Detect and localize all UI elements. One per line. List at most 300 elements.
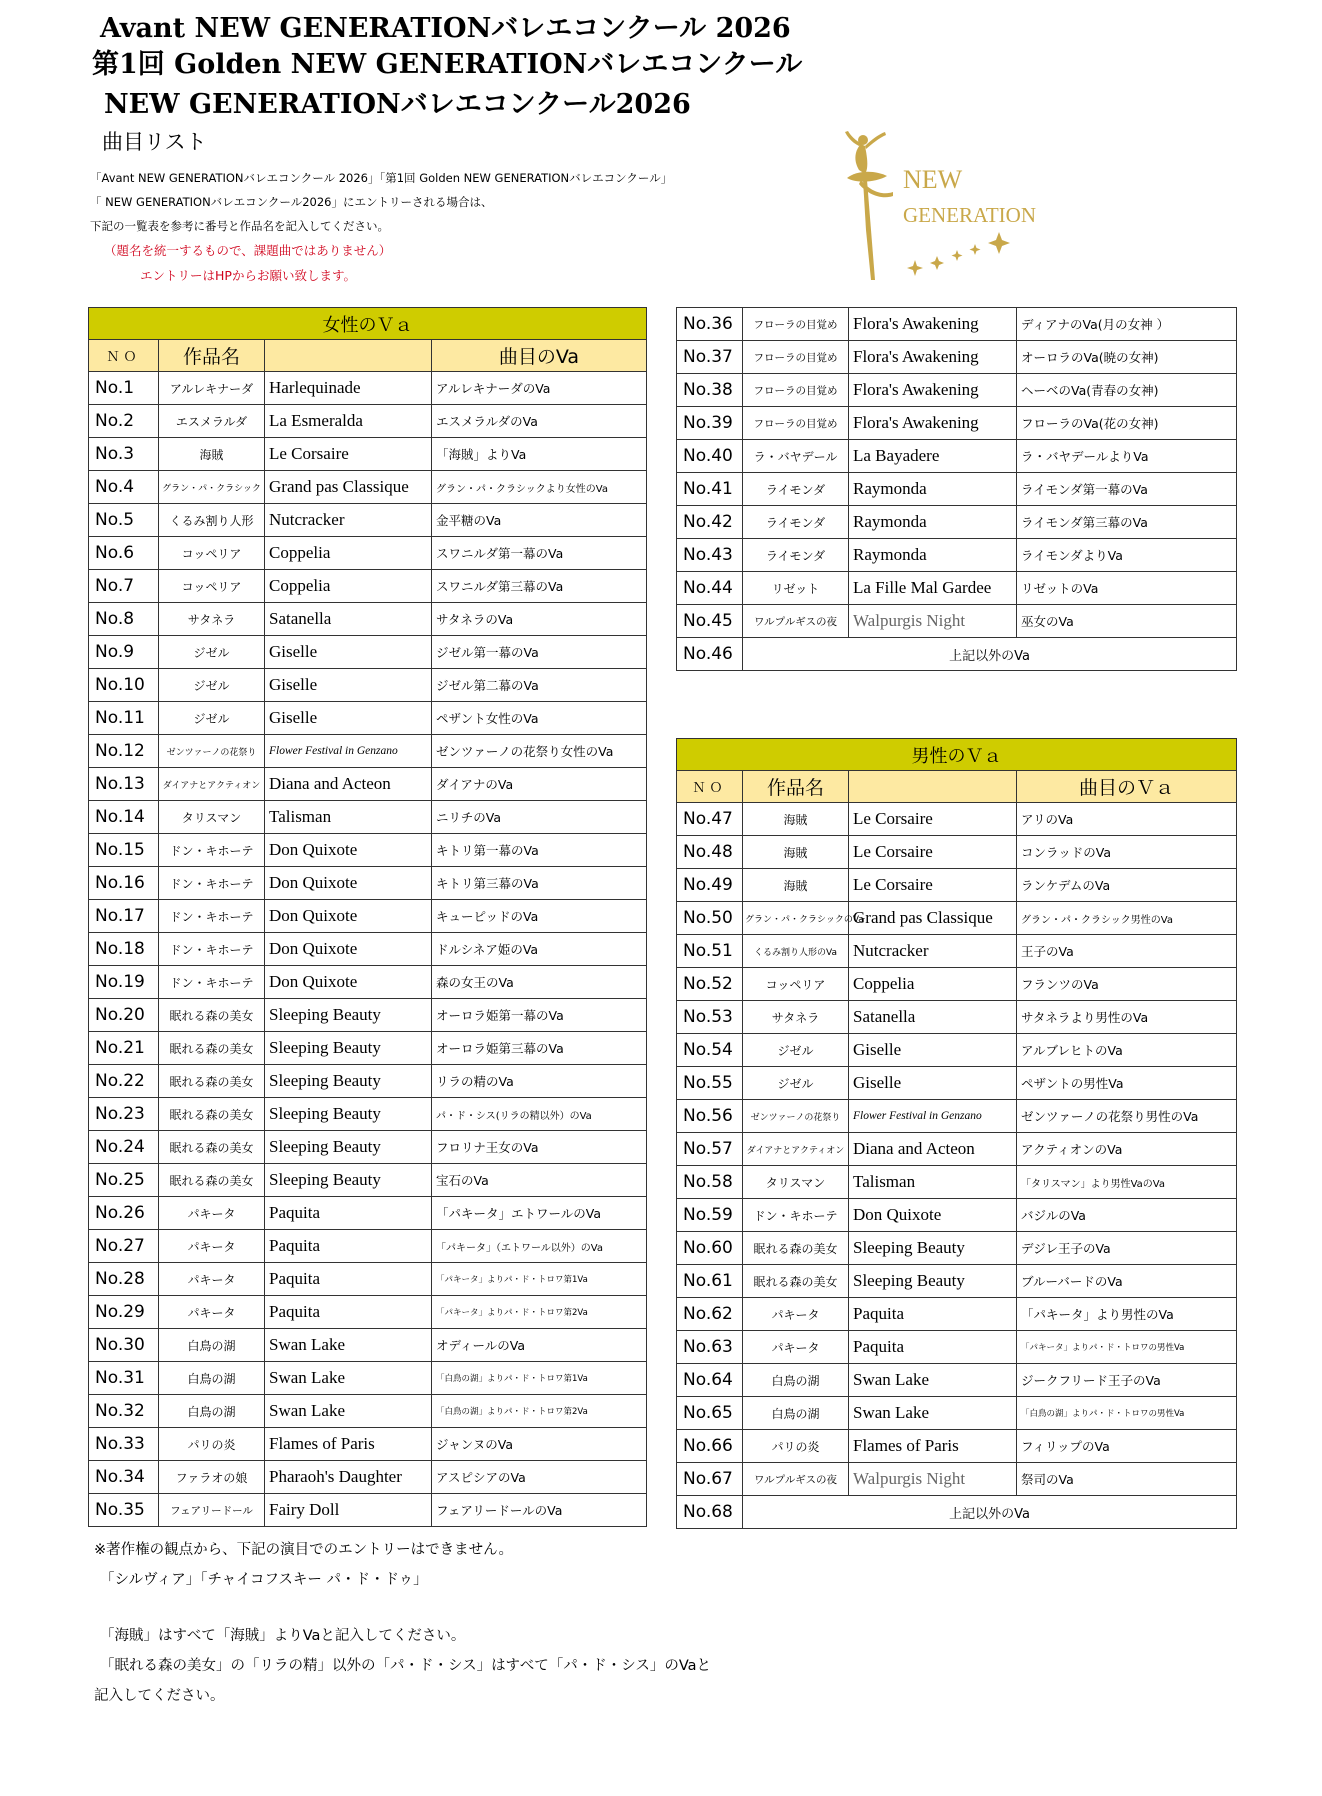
table-row — [677, 1364, 1237, 1397]
variation-name: 宝石のVa — [432, 1164, 647, 1197]
entry-number: No.54 — [677, 1034, 743, 1067]
entry-number: No.46 — [677, 638, 743, 671]
table-row — [89, 867, 647, 900]
variation-name: オーロラのVa(暁の女神) — [1017, 341, 1237, 374]
work-name-en: Paquita — [849, 1331, 1017, 1364]
logo-text-new: NEW — [903, 165, 963, 194]
table-row — [677, 1166, 1237, 1199]
table-row — [89, 1230, 647, 1263]
table-row — [89, 1131, 647, 1164]
table-row — [677, 407, 1237, 440]
variation-name: パ・ド・シス(リラの精以外）のVa — [432, 1098, 647, 1131]
entry-number: No.18 — [89, 933, 159, 966]
entry-number: No.60 — [677, 1232, 743, 1265]
work-name-en: Flower Festival in Genzano — [265, 735, 432, 768]
work-name-en: Coppelia — [265, 537, 432, 570]
entry-number: No.57 — [677, 1133, 743, 1166]
variation-name: サタネラより男性のVa — [1017, 1001, 1237, 1034]
entry-number: No.55 — [677, 1067, 743, 1100]
logo-text-generation: GENERATION — [903, 203, 1036, 227]
variation-name: オーロラ姫第一幕のVa — [432, 999, 647, 1032]
entry-number: No.25 — [89, 1164, 159, 1197]
work-name-en: Swan Lake — [849, 1364, 1017, 1397]
work-name-ja: くるみ割り人形 — [159, 504, 265, 537]
table-row-other — [677, 638, 1237, 671]
intro-disclaimer: （題名を統一するもので、課題曲ではありません） — [104, 243, 392, 258]
entry-number: No.32 — [89, 1395, 159, 1428]
variation-name: フランツのVa — [1017, 968, 1237, 1001]
work-name-en: Sleeping Beauty — [265, 1164, 432, 1197]
table-row-other — [677, 1496, 1237, 1529]
entry-number: No.1 — [89, 372, 159, 405]
table-row — [677, 605, 1237, 638]
ballerina-icon — [845, 131, 893, 280]
work-name-en: La Bayadere — [849, 440, 1017, 473]
work-name-ja: 眠れる森の美女 — [159, 1065, 265, 1098]
col-no-header: ＮＯ — [677, 771, 743, 803]
work-name-ja: ラ・バヤデール — [743, 440, 849, 473]
new-generation-logo — [845, 130, 1055, 290]
table-row — [89, 735, 647, 768]
work-name-ja: 海賊 — [159, 438, 265, 471]
work-name-en: Fairy Doll — [265, 1494, 432, 1527]
variation-name: ドルシネア姫のVa — [432, 933, 647, 966]
work-name-ja: 眠れる森の美女 — [159, 1098, 265, 1131]
table-row — [677, 1034, 1237, 1067]
table-row — [89, 1032, 647, 1065]
work-name-ja: ライモンダ — [743, 473, 849, 506]
intro-line-3: 下記の一覧表を参考に番号と作品名を記入してください。 — [90, 219, 389, 233]
variation-name: ペザント女性のVa — [432, 702, 647, 735]
work-name-en: Paquita — [265, 1296, 432, 1329]
work-name-ja: パキータ — [743, 1298, 849, 1331]
work-name-en: Grand pas Classique — [265, 471, 432, 504]
work-name-ja: 海賊 — [743, 803, 849, 836]
entry-number: No.58 — [677, 1166, 743, 1199]
entry-number: No.43 — [677, 539, 743, 572]
table-row — [677, 1100, 1237, 1133]
variation-name: ジャンヌのVa — [432, 1428, 647, 1461]
work-name-ja: ダイアナとアクティオン — [159, 768, 265, 801]
entry-number: No.29 — [89, 1296, 159, 1329]
excluded-works: 「シルヴィア」「チャイコフスキー パ・ド・ドゥ」 — [100, 1572, 428, 1588]
variation-name: ヘーベのVa(青春の女神) — [1017, 374, 1237, 407]
other-variation-label: 上記以外のVa — [743, 1496, 1237, 1529]
work-name-en: Paquita — [265, 1197, 432, 1230]
entry-number: No.64 — [677, 1364, 743, 1397]
entry-number: No.4 — [89, 471, 159, 504]
table-row — [677, 1067, 1237, 1100]
entry-number: No.65 — [677, 1397, 743, 1430]
intro-entry-note: エントリーはHPからお願い致します。 — [140, 268, 356, 283]
variation-name: 「白鳥の湖」よりパ・ド・トロワの男性Va — [1017, 1397, 1237, 1430]
work-name-ja: パキータ — [159, 1296, 265, 1329]
col-va-header: 曲目のＶａ — [1017, 771, 1237, 803]
variation-name: フェアリードールのVa — [432, 1494, 647, 1527]
variation-name: アルブレヒトのVa — [1017, 1034, 1237, 1067]
entry-number: No.19 — [89, 966, 159, 999]
work-name-en: Flames of Paris — [265, 1428, 432, 1461]
work-name-en: Le Corsaire — [265, 438, 432, 471]
work-name-ja: パキータ — [159, 1230, 265, 1263]
variation-name: ジゼル第一幕のVa — [432, 636, 647, 669]
work-name-en: Talisman — [849, 1166, 1017, 1199]
table-row — [89, 1296, 647, 1329]
entry-number: No.49 — [677, 869, 743, 902]
col-work-header: 作品名 — [743, 771, 849, 803]
work-name-ja: 白鳥の湖 — [159, 1362, 265, 1395]
variation-name: ライモンダよりVa — [1017, 539, 1237, 572]
col-work-en-header — [265, 340, 432, 372]
work-name-ja: フェアリードール — [159, 1494, 265, 1527]
table-row — [677, 572, 1237, 605]
sparkle-icon — [907, 232, 1010, 276]
variation-name: グラン・パ・クラシック男性のVa — [1017, 902, 1237, 935]
variation-name: ジークフリード王子のVa — [1017, 1364, 1237, 1397]
variation-name: 「タリスマン」より男性VaのVa — [1017, 1166, 1237, 1199]
table-row — [89, 504, 647, 537]
copyright-note: ※著作権の観点から、下記の演目でのエントリーはできません。 — [94, 1542, 514, 1558]
work-name-ja: サタネラ — [743, 1001, 849, 1034]
variation-name: フローラのVa(花の女神) — [1017, 407, 1237, 440]
work-name-ja: ライモンダ — [743, 506, 849, 539]
work-name-ja: ドン・キホーテ — [159, 933, 265, 966]
work-name-ja: ドン・キホーテ — [159, 966, 265, 999]
entry-number: No.56 — [677, 1100, 743, 1133]
variation-name: キトリ第一幕のVa — [432, 834, 647, 867]
entry-number: No.17 — [89, 900, 159, 933]
variation-name: ダイアナのVa — [432, 768, 647, 801]
table-row — [89, 1164, 647, 1197]
table-row — [677, 374, 1237, 407]
work-name-ja: グラン・パ・クラシックのVa — [743, 902, 849, 935]
entry-number: No.36 — [677, 308, 743, 341]
entry-number: No.38 — [677, 374, 743, 407]
work-name-en: Talisman — [265, 801, 432, 834]
work-name-ja: フローラの目覚め — [743, 374, 849, 407]
entry-number: No.20 — [89, 999, 159, 1032]
work-name-en: Le Corsaire — [849, 869, 1017, 902]
variation-name: オーロラ姫第三幕のVa — [432, 1032, 647, 1065]
work-name-ja: 海賊 — [743, 836, 849, 869]
work-name-ja: タリスマン — [743, 1166, 849, 1199]
entry-number: No.51 — [677, 935, 743, 968]
work-name-ja: コッペリア — [159, 537, 265, 570]
table-row — [89, 933, 647, 966]
work-name-en: Giselle — [265, 636, 432, 669]
work-name-en: Raymonda — [849, 473, 1017, 506]
work-name-ja: ジゼル — [159, 702, 265, 735]
work-name-ja: パリの炎 — [159, 1428, 265, 1461]
table-row — [89, 1428, 647, 1461]
variation-name: 「白鳥の湖」よりパ・ド・トロワ第1Va — [432, 1362, 647, 1395]
table-row — [89, 537, 647, 570]
table-row — [89, 702, 647, 735]
work-name-ja: 海賊 — [743, 869, 849, 902]
work-name-ja: 白鳥の湖 — [159, 1329, 265, 1362]
work-name-en: Flames of Paris — [849, 1430, 1017, 1463]
entry-number: No.52 — [677, 968, 743, 1001]
variation-name: 祭司のVa — [1017, 1463, 1237, 1496]
variation-name: サタネラのVa — [432, 603, 647, 636]
entry-number: No.22 — [89, 1065, 159, 1098]
variation-name: ゼンツァーノの花祭り女性のVa — [432, 735, 647, 768]
variation-name: 「白鳥の湖」よりパ・ド・トロワ第2Va — [432, 1395, 647, 1428]
variation-name: 金平糖のVa — [432, 504, 647, 537]
work-name-en: Satanella — [849, 1001, 1017, 1034]
entry-number: No.67 — [677, 1463, 743, 1496]
work-name-ja: ドン・キホーテ — [159, 834, 265, 867]
variation-name: ゼンツァーノの花祭り男性のVa — [1017, 1100, 1237, 1133]
table-row — [89, 1065, 647, 1098]
variation-name: リゼットのVa — [1017, 572, 1237, 605]
intro-line-2: 「 NEW GENERATIONバレエコンクール2026」にエントリーされる場合は、 — [90, 195, 493, 209]
work-name-ja: 眠れる森の美女 — [159, 1032, 265, 1065]
work-name-ja: ドン・キホーテ — [159, 867, 265, 900]
table-row — [89, 405, 647, 438]
entry-number: No.33 — [89, 1428, 159, 1461]
variation-name: アスピシアのVa — [432, 1461, 647, 1494]
entry-number: No.37 — [677, 341, 743, 374]
table-row — [89, 603, 647, 636]
entry-number: No.11 — [89, 702, 159, 735]
variation-name: ラ・バヤデールよりVa — [1017, 440, 1237, 473]
work-name-en: Sleeping Beauty — [265, 1098, 432, 1131]
work-name-ja: パリの炎 — [743, 1430, 849, 1463]
variation-name: アクティオンのVa — [1017, 1133, 1237, 1166]
entry-number: No.66 — [677, 1430, 743, 1463]
variation-name: 「パキータ」より男性のVa — [1017, 1298, 1237, 1331]
entry-number: No.62 — [677, 1298, 743, 1331]
table-row — [677, 1463, 1237, 1496]
work-name-ja: フローラの目覚め — [743, 308, 849, 341]
entry-number: No.61 — [677, 1265, 743, 1298]
variation-name: アリのVa — [1017, 803, 1237, 836]
entry-number: No.30 — [89, 1329, 159, 1362]
entry-number: No.35 — [89, 1494, 159, 1527]
work-name-en: Diana and Acteon — [265, 768, 432, 801]
work-name-en: Sleeping Beauty — [849, 1265, 1017, 1298]
entry-number: No.9 — [89, 636, 159, 669]
corsaire-note: 「海賊」はすべて「海賊」よりVaと記入してください。 — [100, 1628, 466, 1644]
work-name-ja: グラン・パ・クラシック — [159, 471, 265, 504]
work-name-en: Don Quixote — [265, 834, 432, 867]
work-name-en: Sleeping Beauty — [265, 1065, 432, 1098]
table-row — [677, 539, 1237, 572]
entry-number: No.3 — [89, 438, 159, 471]
work-name-ja: ゼンツァーノの花祭り — [159, 735, 265, 768]
work-name-en: Giselle — [265, 702, 432, 735]
work-name-ja: ジゼル — [743, 1067, 849, 1100]
variation-name: 「パキータ」よりパ・ド・トロワの男性Va — [1017, 1331, 1237, 1364]
work-name-en: Don Quixote — [265, 933, 432, 966]
work-name-ja: サタネラ — [159, 603, 265, 636]
work-name-ja: 白鳥の湖 — [743, 1397, 849, 1430]
female-va-table — [88, 307, 647, 1527]
entry-number: No.26 — [89, 1197, 159, 1230]
work-name-en: Diana and Acteon — [849, 1133, 1017, 1166]
variation-name: キトリ第三幕のVa — [432, 867, 647, 900]
entry-number: No.16 — [89, 867, 159, 900]
table-row — [89, 372, 647, 405]
entry-number: No.7 — [89, 570, 159, 603]
table-row — [89, 801, 647, 834]
work-name-en: Paquita — [849, 1298, 1017, 1331]
table-row — [677, 1232, 1237, 1265]
table-row — [89, 570, 647, 603]
title-line-2: 第1回 Golden NEW GENERATIONバレエコンクール — [92, 49, 803, 80]
variation-name: オディールのVa — [432, 1329, 647, 1362]
entry-number: No.23 — [89, 1098, 159, 1131]
col-no-header: ＮＯ — [89, 340, 159, 372]
male-heading: 男性のＶａ — [677, 739, 1237, 771]
subtitle: 曲目リスト — [102, 130, 207, 154]
table-row — [89, 636, 647, 669]
work-name-en: Raymonda — [849, 539, 1017, 572]
work-name-en: Le Corsaire — [849, 836, 1017, 869]
table-row — [677, 968, 1237, 1001]
col-work-en-header — [849, 771, 1017, 803]
work-name-en: Don Quixote — [265, 966, 432, 999]
male-va-table — [676, 738, 1237, 1529]
entry-number: No.2 — [89, 405, 159, 438]
work-name-en: Coppelia — [265, 570, 432, 603]
work-name-en: Giselle — [849, 1067, 1017, 1100]
entry-number: No.27 — [89, 1230, 159, 1263]
entry-number: No.31 — [89, 1362, 159, 1395]
entry-number: No.40 — [677, 440, 743, 473]
work-name-en: La Esmeralda — [265, 405, 432, 438]
entry-number: No.13 — [89, 768, 159, 801]
work-name-ja: 眠れる森の美女 — [159, 999, 265, 1032]
variation-name: 巫女のVa — [1017, 605, 1237, 638]
table-row — [89, 1197, 647, 1230]
other-variation-label: 上記以外のVa — [743, 638, 1237, 671]
work-name-en: Paquita — [265, 1230, 432, 1263]
variation-name: ニリチのVa — [432, 801, 647, 834]
title-line-1: Avant NEW GENERATIONバレエコンクール 2026 — [100, 13, 791, 44]
variation-name: ライモンダ第一幕のVa — [1017, 473, 1237, 506]
work-name-en: Flora's Awakening — [849, 374, 1017, 407]
entry-number: No.41 — [677, 473, 743, 506]
work-name-en: Swan Lake — [265, 1329, 432, 1362]
work-name-en: Nutcracker — [849, 935, 1017, 968]
entry-number: No.42 — [677, 506, 743, 539]
table-row — [89, 471, 647, 504]
table-row — [677, 935, 1237, 968]
work-name-ja: 眠れる森の美女 — [159, 1164, 265, 1197]
work-name-en: Paquita — [265, 1263, 432, 1296]
work-name-en: Giselle — [265, 669, 432, 702]
variation-name: グラン・パ・クラシックより女性のVa — [432, 471, 647, 504]
work-name-en: La Fille Mal Gardee — [849, 572, 1017, 605]
work-name-ja: ジゼル — [159, 636, 265, 669]
work-name-en: Satanella — [265, 603, 432, 636]
work-name-en: Don Quixote — [265, 900, 432, 933]
work-name-ja: フローラの目覚め — [743, 407, 849, 440]
table-row — [677, 803, 1237, 836]
work-name-ja: リゼット — [743, 572, 849, 605]
work-name-ja: ワルプルギスの夜 — [743, 1463, 849, 1496]
work-name-ja: フローラの目覚め — [743, 341, 849, 374]
table-row — [89, 900, 647, 933]
work-name-ja: 眠れる森の美女 — [159, 1131, 265, 1164]
variation-name: ディアナのVa(月の女神 ） — [1017, 308, 1237, 341]
variation-name: 「パキータ」よりパ・ド・トロワ第1Va — [432, 1263, 647, 1296]
title-line-3: NEW GENERATIONバレエコンクール2026 — [104, 89, 691, 120]
variation-name: デジレ王子のVa — [1017, 1232, 1237, 1265]
table-row — [89, 768, 647, 801]
table-row — [89, 1494, 647, 1527]
entry-number: No.14 — [89, 801, 159, 834]
work-name-ja: ダイアナとアクティオン — [743, 1133, 849, 1166]
variation-name: 王子のVa — [1017, 935, 1237, 968]
work-name-en: Flora's Awakening — [849, 308, 1017, 341]
table-row — [677, 902, 1237, 935]
pas-de-six-note-cont: 記入してください。 — [94, 1688, 225, 1704]
table-row — [677, 869, 1237, 902]
variation-name: リラの精のVa — [432, 1065, 647, 1098]
work-name-ja: ファラオの娘 — [159, 1461, 265, 1494]
work-name-ja: タリスマン — [159, 801, 265, 834]
work-name-en: Walpurgis Night — [849, 1463, 1017, 1496]
table-row — [89, 1263, 647, 1296]
female-va-table-continued — [676, 307, 1237, 671]
work-name-ja: ドン・キホーテ — [159, 900, 265, 933]
work-name-en: Sleeping Beauty — [265, 1131, 432, 1164]
variation-name: スワニルダ第三幕のVa — [432, 570, 647, 603]
work-name-ja: パキータ — [159, 1263, 265, 1296]
work-name-en: Flower Festival in Genzano — [849, 1100, 1017, 1133]
work-name-ja: くるみ割り人形のVa — [743, 935, 849, 968]
entry-number: No.8 — [89, 603, 159, 636]
variation-name: スワニルダ第一幕のVa — [432, 537, 647, 570]
variation-name: アルレキナーダのVa — [432, 372, 647, 405]
work-name-en: Grand pas Classique — [849, 902, 1017, 935]
work-name-en: Pharaoh's Daughter — [265, 1461, 432, 1494]
col-work-header: 作品名 — [159, 340, 265, 372]
entry-number: No.34 — [89, 1461, 159, 1494]
work-name-ja: 白鳥の湖 — [159, 1395, 265, 1428]
work-name-ja: ジゼル — [743, 1034, 849, 1067]
variation-name: 「パキータ」よりパ・ド・トロワ第2Va — [432, 1296, 647, 1329]
entry-number: No.6 — [89, 537, 159, 570]
table-row — [677, 506, 1237, 539]
variation-name: 森の女王のVa — [432, 966, 647, 999]
work-name-en: Walpurgis Night — [849, 605, 1017, 638]
table-row — [677, 1331, 1237, 1364]
work-name-ja: 眠れる森の美女 — [743, 1232, 849, 1265]
table-row — [677, 836, 1237, 869]
work-name-ja: コッペリア — [743, 968, 849, 1001]
variation-name: ブルーバードのVa — [1017, 1265, 1237, 1298]
work-name-ja: パキータ — [159, 1197, 265, 1230]
table-row — [677, 341, 1237, 374]
table-row — [89, 669, 647, 702]
table-row — [677, 1430, 1237, 1463]
variation-name: フロリナ王女のVa — [432, 1131, 647, 1164]
work-name-ja: ドン・キホーテ — [743, 1199, 849, 1232]
work-name-en: Flora's Awakening — [849, 407, 1017, 440]
work-name-en: Flora's Awakening — [849, 341, 1017, 374]
variation-name: 「パキータ」（エトワール以外）のVa — [432, 1230, 647, 1263]
work-name-en: Sleeping Beauty — [265, 999, 432, 1032]
table-row — [677, 308, 1237, 341]
table-row — [89, 1461, 647, 1494]
work-name-ja: アルレキナーダ — [159, 372, 265, 405]
table-row — [677, 473, 1237, 506]
entry-number: No.10 — [89, 669, 159, 702]
